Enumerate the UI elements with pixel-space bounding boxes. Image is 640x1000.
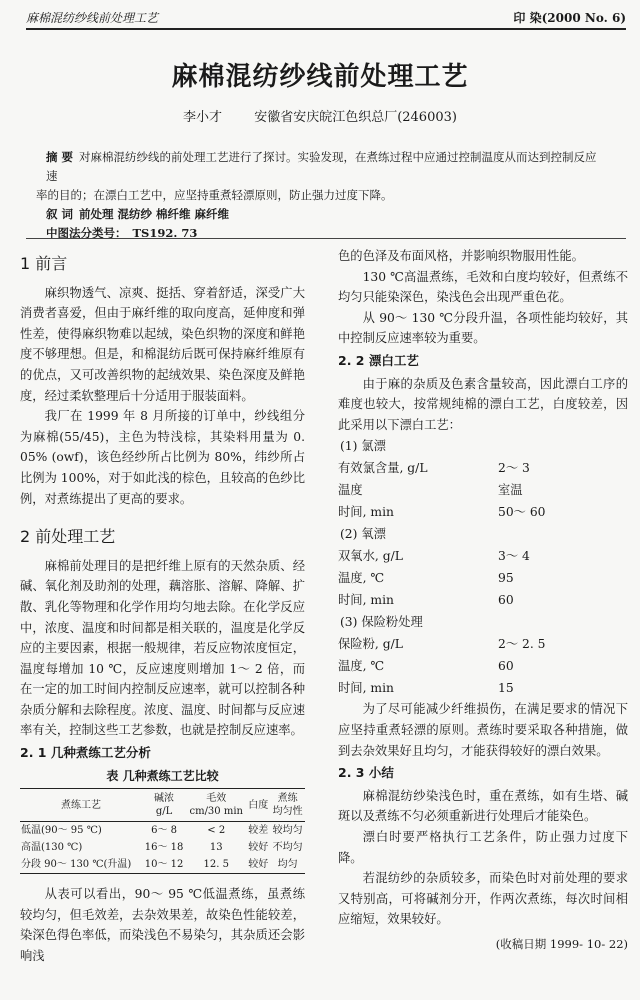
recipe-param: 时间, min — [338, 593, 394, 608]
subsection-heading: 2. 3 小结 — [338, 765, 394, 781]
issue-number: 印 染(2000 No. 6) — [513, 10, 626, 25]
recipe-value: 60 — [498, 659, 514, 674]
recipe-value: 60 — [498, 593, 514, 608]
running-header-title: 麻棉混纺纱线前处理工艺 — [26, 10, 159, 25]
recipe-row — [338, 589, 628, 611]
article-title: 麻棉混纺纱线前处理工艺 — [171, 62, 469, 92]
keywords-label: 叙 词 — [46, 207, 74, 221]
abstract-label: 摘 要 — [46, 150, 74, 164]
recipe-row — [338, 457, 628, 479]
paragraph: 为了尽可能减少纤维损伤，在满足要求的情况下应坚持重煮轻漂的原则。煮练时要采取各种措施，做到去杂效果好且均匀，才能获得较好的漂白效果。 — [338, 702, 628, 758]
left-column — [20, 246, 305, 967]
section-heading-pretreatment: 2 前处理工艺 — [20, 527, 116, 547]
paragraph: 从表可以看出，90～ 95 ℃低温煮练，虽煮练较均匀，但毛效差，去杂效果差，故染色性能较差，染深色得色率低，而染浅色不易染匀，其杂质还会影响浅 — [20, 887, 305, 964]
recipe-param: 时间, min — [338, 681, 394, 696]
table-cell: 较好 — [248, 842, 269, 854]
paragraph: 130 ℃高温煮练，毛效和白度均较好，但煮练不均匀只能染深色，染浅色会出现严重色花。 — [338, 269, 628, 305]
table-cell: 12. 5 — [186, 856, 246, 874]
abstract-text-1: 对麻棉混纺纱线的前处理工艺进行了探讨。实验发现，在煮练过程中应通过控制温度从而达到控制反应速 — [46, 150, 597, 183]
recipe-value: 50～ 60 — [498, 505, 546, 520]
paragraph-continued: 色的色泽及布面风格，并影响织物服用性能。 — [338, 249, 584, 263]
keywords-line — [36, 205, 604, 224]
recipe-param: 保险粉, g/L — [338, 637, 403, 652]
recipe-row — [338, 655, 628, 677]
subsection-heading: 2. 2 漂白工艺 — [338, 352, 419, 368]
table-row — [20, 856, 305, 874]
recipe-value: 95 — [498, 571, 514, 586]
table-header-cell: 煮练 均匀性 — [270, 789, 305, 822]
recipe-row — [338, 545, 628, 567]
recipe-value: 2～ 2. 5 — [498, 637, 546, 652]
table-cell: 低温(90～ 95 ℃) — [21, 825, 102, 837]
recipe-row — [338, 479, 628, 501]
paragraph: 麻棉混纺纱染浅色时，重在煮练，如有生塔、碱斑以及煮练不匀必须重新进行处理后才能染色。 — [338, 788, 628, 824]
table-cell: 较好 — [246, 856, 270, 874]
recipe-param: 温度, ℃ — [338, 659, 385, 674]
table-cell: 13 — [209, 842, 223, 854]
table-header-row — [20, 789, 305, 822]
paragraph: 从 90～ 130 ℃分段升温，各项性能均较好，其中控制反应速率较为重要。 — [338, 310, 628, 346]
recipe-value: 2～ 3 — [498, 461, 530, 476]
recipe-row — [338, 567, 628, 589]
table-cell: 较均匀 — [272, 825, 303, 837]
paragraph: 麻织物透气、凉爽、挺括、穿着舒适，深受广大消费者喜爱，但由于麻纤维的取向度高，延伸度和弹性差，使得麻织物难以起绒，染色织物的深度和鲜艳度不够理想。但是，和棉混纺后既可保持麻纤维原有的优点，又可改善织物的起绒效果、染色深度及鲜艳度，经过柔软整理后十分适用于服装面料。 — [20, 285, 305, 403]
paragraph: 麻棉前处理目的是把纤维上原有的天然杂质、经碱、氧化剂及助剂的处理，藕溶胀、溶解、降解、扩散、乳化等物理和化学作用均匀地去除。在化学反应中，浓度、温度和时间都是相关联的，温度是化学反应的主要因素，根据一般规律，若反应物浓度恒定，温度每增加 10 ℃，反应速度则增加 1～ 2 倍，而在一定的加工时间内控制反应速率，就可以控制各种杂质分解和去除程度。浓度、温度、时间都与反应速率有关，控制这些工艺参数，也就是控制反应速率。 — [20, 558, 305, 738]
recipe-param: 温度, ℃ — [338, 571, 385, 586]
section-heading-intro: 1 前言 — [20, 254, 68, 273]
recipe-param: 温度 — [338, 483, 363, 498]
author-affiliation: 安徽省安庆皖江色织总厂(246003) — [254, 110, 457, 125]
subsection-heading: 2. 1 几种煮练工艺分析 — [20, 745, 151, 761]
recipe-value: 室温 — [498, 483, 523, 498]
recipe-value: 3～ 4 — [498, 549, 530, 564]
abstract-text-2: 率的目的；在漂白工艺中，应坚持重煮轻漂原则，防止强力过度下降。 — [36, 188, 393, 202]
abstract-line — [36, 148, 604, 186]
table-cell: < 2 — [207, 825, 226, 837]
clc-code: TS192. 73 — [132, 226, 198, 240]
recipe-row — [338, 633, 628, 655]
table-cell: 高温(130 ℃) — [21, 842, 83, 854]
table-header-cell: 煮练工艺 — [20, 789, 142, 822]
bleaching-recipe — [338, 435, 628, 699]
abstract-block — [36, 148, 604, 243]
table-cell: 分段 90～ 130 ℃(升温) — [20, 856, 142, 874]
running-header — [26, 6, 626, 30]
table-cell: 不均匀 — [272, 842, 303, 854]
paragraph: 若混纺纱的杂质较多，而染色时对前处理的要求又特别高，可将碱剂分开，作两次煮练，每次时间相应缩短，效果较好。 — [338, 871, 628, 927]
table-header-cell: 毛效 cm/30 min — [186, 789, 246, 822]
table-cell: 10～ 12 — [142, 856, 186, 874]
author-name: 李小才 — [183, 110, 223, 125]
clc-line — [36, 224, 604, 243]
recipe-value: 15 — [498, 681, 514, 696]
table-cell: 均匀 — [270, 856, 305, 874]
author-line — [0, 106, 640, 125]
table-cell: 较差 — [248, 825, 269, 837]
table-caption: 表 几种煮练工艺比较 — [106, 768, 219, 783]
recipe-heading: (3) 保险粉处理 — [340, 615, 423, 630]
paragraph: 漂白时要严格执行工艺条件，防止强力过度下降。 — [338, 829, 628, 865]
table-row — [20, 839, 305, 856]
table-cell: 6～ 8 — [151, 825, 177, 837]
recipe-row — [338, 677, 628, 699]
table-header-cell: 碱浓 g/L — [142, 789, 186, 822]
paragraph: 由于麻的杂质及色素含量较高，因此漂白工序的难度也较大，按常规纯棉的漂白工艺，白度较差，因此采用以下漂白工艺： — [338, 376, 628, 432]
right-column — [338, 246, 628, 954]
paragraph: 我厂在 1999 年 8 月所接的订单中，纱线组分为麻棉(55/45)，主色为特浅棕，其染料用量为 0. 05% (owf)，该色经纱所占比例为 80%，纬纱所占比例为 100%，对于如此浅的棕色，且较高的色纱比例，对煮练提出了更高的要求。 — [20, 409, 306, 506]
table-row — [20, 822, 305, 840]
recipe-heading: (1) 氯漂 — [340, 439, 386, 454]
recipe-row — [338, 501, 628, 523]
keywords: 前处理 混纺纱 棉纤维 麻纤维 — [79, 207, 230, 221]
recipe-param: 时间, min — [338, 505, 394, 520]
recipe-heading: (2) 氧漂 — [340, 527, 386, 542]
table-cell: 16～ 18 — [144, 842, 184, 854]
received-date: (收稿日期 1999- 10- 22) — [495, 936, 628, 951]
process-comparison-table — [20, 788, 305, 874]
recipe-param: 有效氯含量, g/L — [338, 461, 428, 476]
recipe-param: 双氧水, g/L — [338, 549, 403, 564]
table-header-cell: 白度 — [246, 789, 270, 822]
abstract-divider — [26, 238, 626, 239]
clc-label: 中图法分类号： — [46, 226, 127, 240]
